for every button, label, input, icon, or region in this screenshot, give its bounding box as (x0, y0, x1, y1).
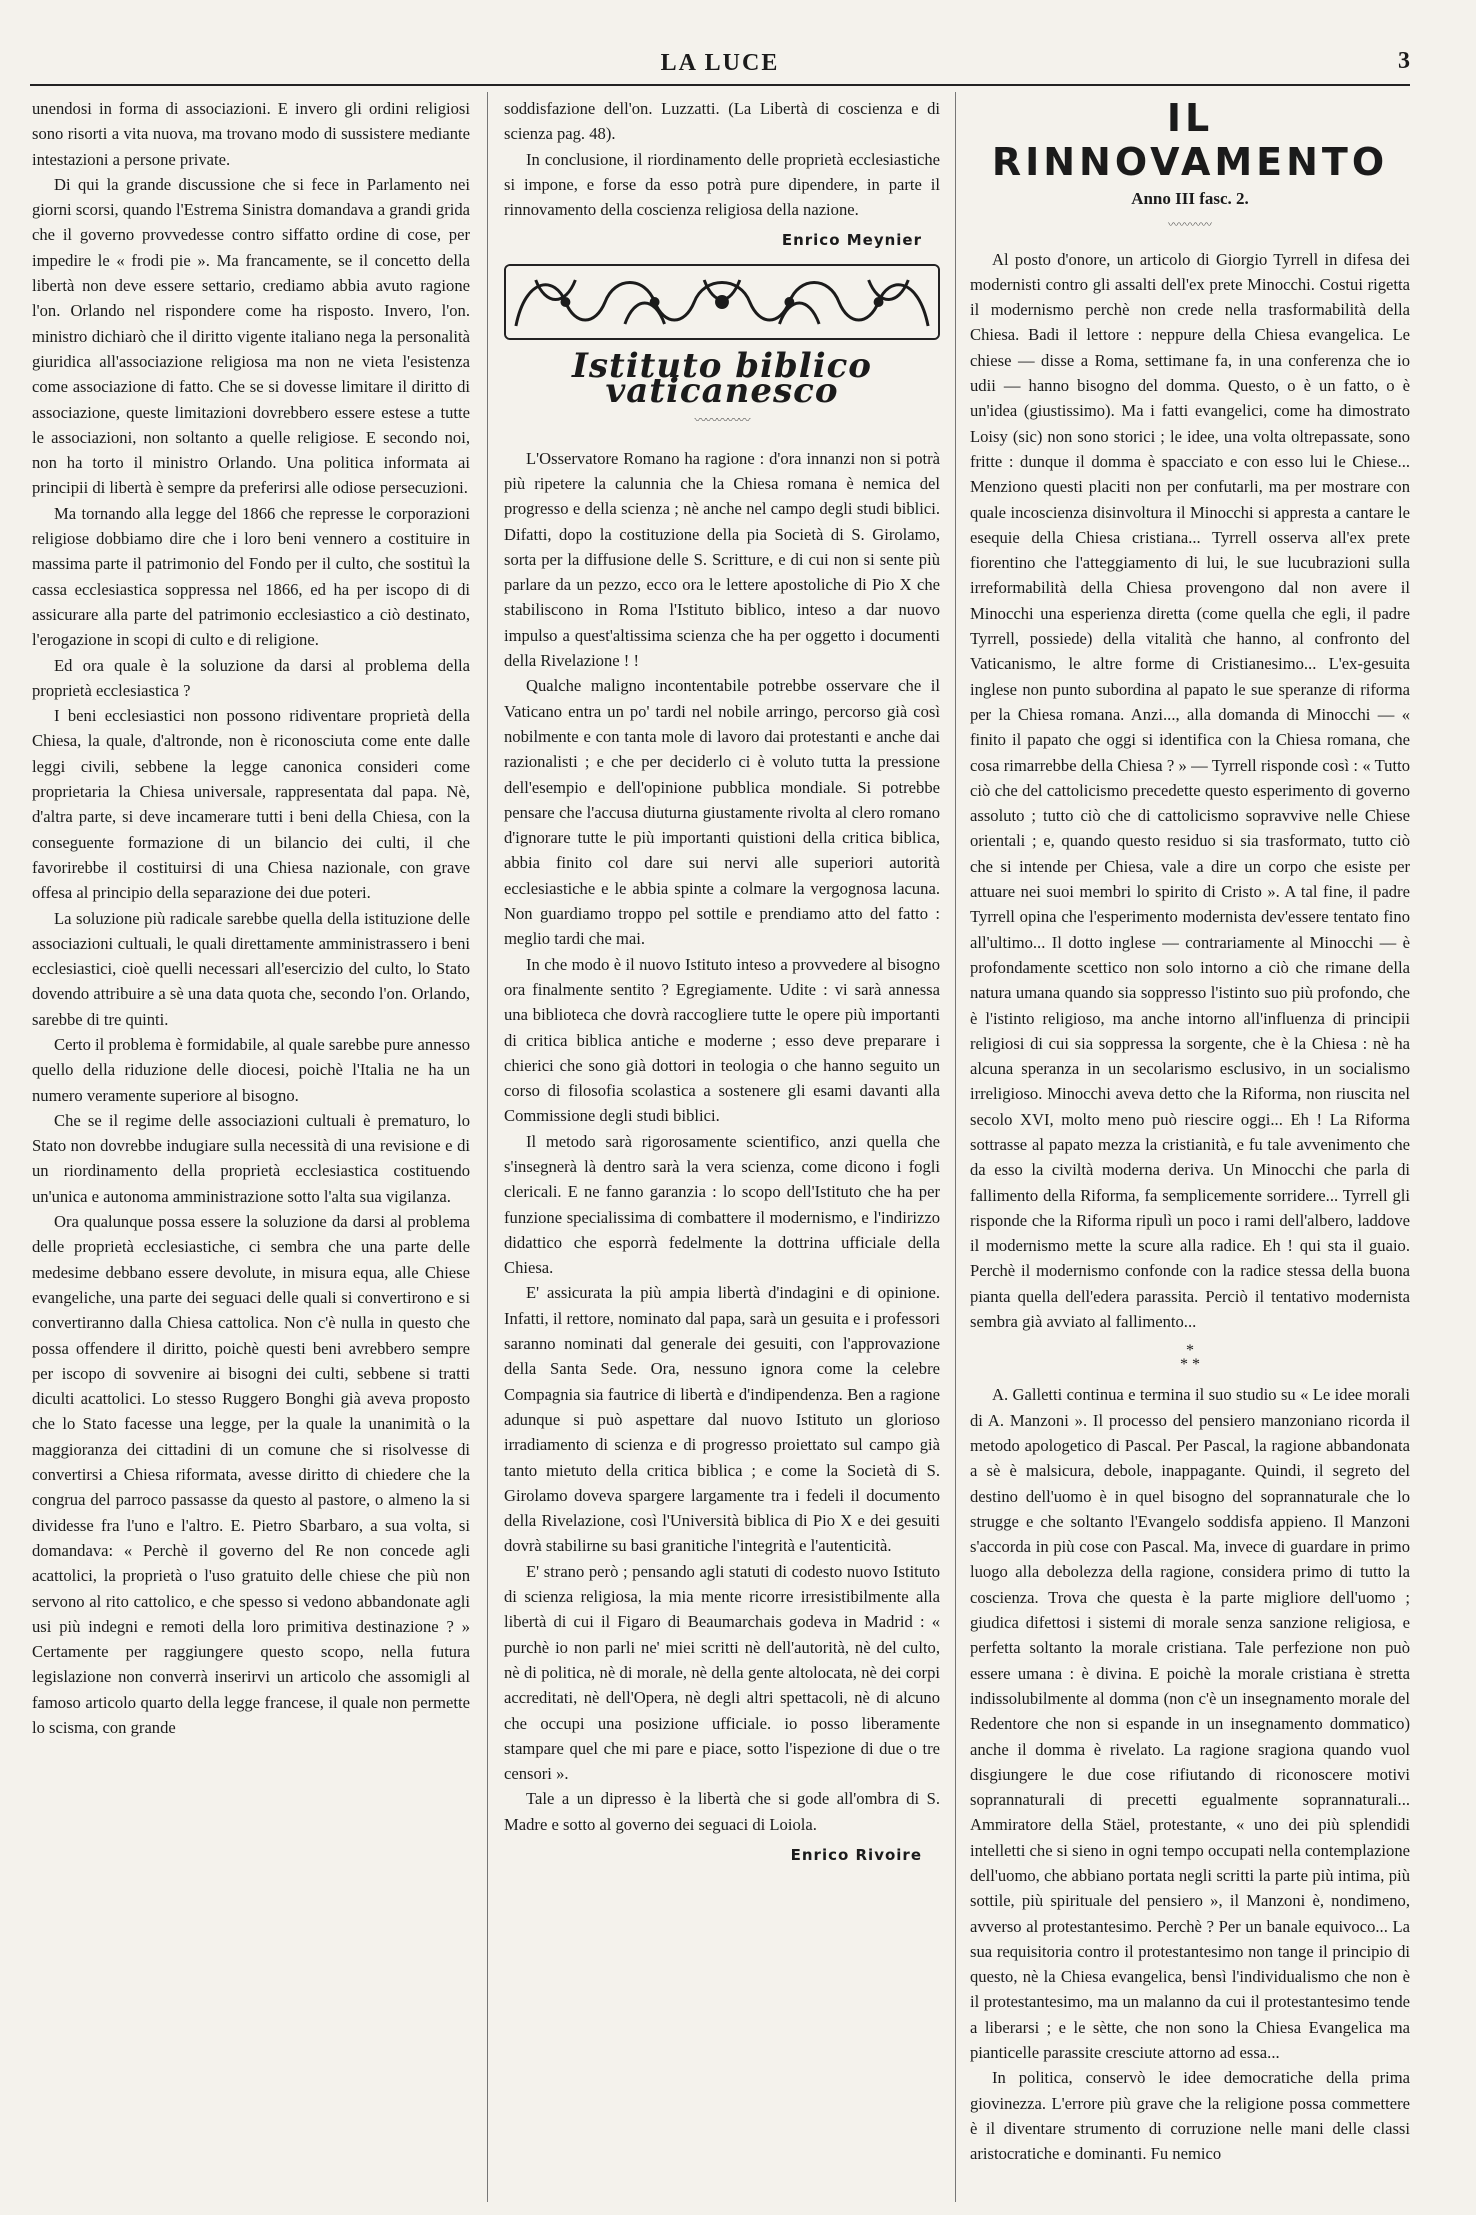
paragraph: La soluzione più radicale sarebbe quella della istituzione delle associazioni cultuali, le quali direttamente amministrassero i beni ecclesiastici, cioè quelli necessari all'esercizio del culto, lo Stato dovendo attribuire a sè una data quota che, secondo l'on. Orlando, sarebbe di tre quinti. (32, 908, 470, 1029)
paragraph: Di qui la grande discussione che si fece in Parlamento nei giorni scorsi, quando l'Estrema Sinistra domandava a grandi grida che il governo provvedesse contro siffatto ordine di cose, per impedire le « frodi pie ». Ma francamente, se il concetto della libertà non deve essere settario, crediamo abbia avuto ragione l'on. Orlando nel rispondere come ha risposto. Invero, l'on. ministro dichiarò che il diritto vigente italiano nega la personalità giuridica all'associazione religiosa ma non ne vieta l'esistenza come associazione di fatto. Che se si dovesse limitare il diritto di associazione, queste limitazioni dovrebbero essere estese a tutte le associazioni, non soltanto a quelle religiose. E secondo noi, non ha torto il ministro Orlando. Una politica informata ai principii di libertà è sempre da preferirsi alle odiose persecuzioni. (32, 174, 470, 498)
author-signature: Enrico Meynier (781, 231, 922, 250)
section-title: Istituto biblico vaticanesco (572, 345, 872, 412)
paragraph: Il metodo sarà rigorosamente scientifico, anzi quella che s'insegnerà là dentro sarà la vera scienza, come dicono i fogli clericali. E ne fanno garanzia : lo scopo dell'Istituto che ha per funzione specialissima di combattere il modernismo, e l'indirizzo didattico che esporrà fedelmente la dottrina ufficiale della Chiesa. (504, 1131, 940, 1278)
paragraph: Ed ora quale è la soluzione da darsi al problema della proprietà ecclesiastica ? (32, 655, 470, 700)
paragraph: In conclusione, il riordinamento delle proprietà ecclesiastiche si impone, e forse da esso potrà pure dipendere, in parte il rinnovamento della coscienza religiosa della nazione. (504, 149, 940, 220)
decorative-ornament (504, 264, 940, 340)
paragraph: Al posto d'onore, un articolo di Giorgio Tyrrell in difesa dei modernisti contro gli assalti dell'ex prete Minocchi. Costui rigetta il modernismo perchè non crede nella trasformabilità della Chiesa. Badi il lettore : neppure della Chiesa evangelica. Le chiese — disse a Roma, settimane fa, in una conferenza che io udii — hanno bisogno del domma. Questo, o è un fatto, o è un'idea (giustissimo). Ma i fatti evangelici, come ha dimostrato Loisy (sic) non sono storici ; le idee, una volta oltrepassate, sono fritte : dunque il domma è spacciato e con esso lui le Chiese... Menziono questi placiti non per confutarli, ma per mostrare con quale incoscienza disinvoltura il Minocchi si appresta a cantare le esequie della Chiesa cristiana... Tyrrell osserva all'ex prete fiorentino che l'atteggiamento di lui, le sue lucubrazioni sulla irreformabilità della Chiesa provengono dal non avere il Minocchi una esperienza diretta (come quella che egli, il padre Tyrrell, possiede) della vitalità che hanno, al confronto del Vaticanismo, le altre forme di Cristianesimo... L'ex-gesuita inglese non punto subordina al papato le sue speranze di riforma per la Chiesa romana. Anzi..., alla domanda di Minocchi — « finito il papato che oggi si identifica con la Chiesa romana, che cosa rimarrebbe della Chiesa ? » — Tyrrell risponde così : « Tutto ciò che del cattolicismo precedette questo esperimento di governo assoluto ; tutto ciò che di cattolicismo sopravvive nelle Chiese orientali ; e, quando questo residuo si sia trasformato, tutto ciò che si intende per Chiesa, vale a dire un corpo che esiste per attuare nei suoi membri lo spirito di Cristo ». A tal fine, il padre Tyrrell opina che l'esperimento modernista dev'essere tentato fino all'ultimo... Il dotto inglese — contrariamente al Minocchi — è profondamente scettico non solo intorno a ciò che rimane della natura umana quando sia soppresso l'istinto suo più profondo, che è l'istinto religioso, ma anche intorno all'influenza di principii religiosi di cui sia soppressa la sorgente, che è la Chiesa : nè ha alcuna speranza in un secolarismo esclusivo, in un socialismo irreligioso. Minocchi aveva detto che la Riforma, non riuscita nel secolo XVI, molto meno può riescire oggi... Eh ! La Riforma sottrasse al papato mezza la cristianità, e fu tale avvenimento che da esso la civiltà moderna deriva. Un Minocchi che parla di fallimento della Riforma, fa semplicemente sorridere... Tyrrell gli risponde che la Riforma ripulì un poco i rami dell'albero, laddove il modernismo mette la scure alla radice. Eh ! qui sta il guaio. Perchè il modernismo confonde con la radice stessa della buona pianta quella dell'edera parassita. Perciò il tentativo modernista sembra già avviato al fallimento... (970, 249, 1410, 1332)
paragraph: Qualche maligno incontentabile potrebbe osservare che il Vaticano entra un po' tardi nel nobile arringo, percorso già così nobilmente e con tanta mole di lavoro dai protestanti e anche dai razionalisti ; e che per deciderlo ci è voluto tutta la pressione dell'esempio e dell'opinione pubblica mondiale. Si potrebbe pensare che l'accusa diuturna giustamente rivolta al clero romano d'ignorare tutte le più importanti quistioni della critica biblica, abbia finito col dare sui nervi alle superiori autorità ecclesiastiche e le abbia spinte a colmare la vergognosa lacuna. Non guardiamo troppo pel sottile e prendiamo atto del fatto : meglio tardi che mai. (504, 676, 940, 949)
newspaper-title: LA LUCE (660, 50, 780, 76)
paragraph: I beni ecclesiastici non possono ridiventare proprietà della Chiesa, la quale, d'altronde, non è riconosciuta come ente dalle leggi civili, sebbene la legge canonica consideri come proprietaria la Chiesa universale, rappresentata dal papa. Nè, d'altra parte, si deve incamerare tutti i beni della Chiesa, con la conseguente formazione di un bilancio dei culti, il che favorirebbe il costituirsi di una Chiesa nazionale, con grave offesa al principio della separazione dei due poteri. (32, 706, 470, 903)
page-header (30, 44, 1410, 86)
column-3 (970, 96, 1410, 2196)
paragraph: soddisfazione dell'on. Luzzatti. (La Libertà di coscienza e di scienza pag. 48). (504, 99, 940, 144)
wavy-divider: 〰〰〰〰〰 (694, 413, 750, 428)
paragraph: E' strano però ; pensando agli statuti di codesto nuovo Istituto di scienza religiosa, la mia mente ricorre irresistibilmente alla libertà di cui il Figaro di Beaumarchais godeva in Madrid : « purchè io non parli ne' miei scritti nè dell'autorità, nè del culto, nè di politica, nè di morale, nè della gente altolocata, nè dei corpi accreditati, nè dell'Opera, nè degli altri spettacoli, nè di alcuno che occupi una posizione ufficiale. io posso liberamente stampare quel che mi pare e piace, sotto l'ispezione di due o tre censori ». (504, 1561, 940, 1784)
paragraph: Che se il regime delle associazioni cultuali è prematuro, lo Stato non dovrebbe indugiare sulla necessità di una revisione e di un riordinamento della proprietà ecclesiastica costituendo un'unica e autonoma amministrazione sotto l'alta sua vigilanza. (32, 1110, 470, 1206)
section-title: IL RINNOVAMENTO (991, 96, 1389, 184)
paragraph: A. Galletti continua e termina il suo studio su « Le idee morali di A. Manzoni ». Il processo del pensiero manzoniano ricorda il metodo apologetico di Pascal. Per Pascal, la ragione abbandonata a sè è malsicura, debole, inappagante. Quindi, il segreto del destino dell'uomo è in quel bisogno del soprannaturale che lo strugge e che soltanto l'Evangelo soddisfa appieno. Il Manzoni s'accorda in più cose con Pascal. Ma, invece di guardare in primo luogo alla debolezza della ragione, considera primo di tutto la coscienza. Trova che questa è la parte migliore dell'uomo ; giudica difettosi i sistemi di morale senza sanzione religiosa, e perfetta soltanto la morale cristiana. Tale perfezione non può essere umana : è divina. E poichè la morale cristiana è stretta indissolubilmente al domma (non c'è un insegnamento morale del Redentore che non si espande in un insegnamento dommatico) anche il domma è rivelato. La ragione sragiona quando vuol disgiungere le due cose rifiutando di riconoscere motivi soprannaturali di precetti egualmente soprannaturali... Ammiratore della Stäel, protestante, « uno dei più splendidi intelletti che si sieno in ogni tempo occupati nella contemplazione dell'uomo, che abbiano portata negli scritti la parte più intima, più sottile, più spirituale del pensiero », il Manzoni è, nondimeno, avverso al protestantesimo. Perchè ? Per un banale equivoco... La sua requisitoria contro il protestantesimo non tange il principio di questo, nè la Chiesa evangelica, bensì l'individualismo che non è il protestantesimo, ma un malanno da cui il protestantesimo tende a liberarsi ; e le sètte, che non sono la Chiesa Evangelica ma pianticelle parassite cresciute attorno ad essa... (970, 1385, 1410, 2063)
paragraph: Certo il problema è formidabile, al quale sarebbe pure annesso quello della riduzione delle diocesi, poichè l'Italia ne ha un numero veramente superiore al bisogno. (32, 1034, 470, 1105)
asterism-divider: * * * (1180, 1342, 1200, 1374)
section-subtitle: Anno III fasc. 2. (1131, 189, 1249, 208)
ornament-icon (506, 266, 938, 338)
paragraph: unendosi in forma di associazioni. E invero gli ordini religiosi sono risorti a vita nuova, ma trovano modo di sussistere mediante intestazioni a persone private. (32, 99, 470, 169)
column-divider (955, 92, 956, 2202)
paragraph: Ora qualunque possa essere la soluzione da darsi al problema delle proprietà ecclesiastiche, ci sembra che una parte delle medesime debbano essere devolute, in misura equa, alle Chiese evangeliche, una parte dei seguaci delle quali si convertirono e si convertiranno dalla Chiesa cattolica. Non c'è nulla in questo che possa offendere il diritto, poichè questi beni avrebbero sempre per iscopo di sovvenire ai bisogni dei culti, sebbene si tratti diculti acattolici. Lo stesso Ruggero Bonghi già aveva proposto che lo Stato facesse una legge, per la quale la unanimità o la maggioranza dei cittadini di un comune che si risolvesse di convertirsi a Chiesa riformata, avesse diritto di chiedere che la congrua del parroco passasse da questo al pastore, o almeno la si dividesse fra l'uno e l'altro. E. Pietro Sbarbaro, a sua volta, si domandava: « Perchè il governo del Re non concede agli acattolici, la proprietà o l'uso gratuito delle chiese che più non servono al rito cattolico, e che spesso si vedono abbandonate agli usi più indegni e remoti della loro primitiva destinazione ? » Certamente per raggiungere questo scopo, nella futura legislazione non converrà inserirvi un articolo che assomigli al famoso articolo quarto della legge francese, il quale non permette lo scisma, con grande (32, 1212, 470, 1737)
paragraph: Tale a un dipresso è la libertà che si gode all'ombra di S. Madre e sotto al governo dei seguaci di Loiola. (504, 1789, 940, 1834)
paragraph: In che modo è il nuovo Istituto inteso a provvedere al bisogno ora finalmente sentito ? Egregiamente. Udite : vi sarà annessa una biblioteca che dovrà raccogliere tutte le opere più importanti di critica biblica antiche e moderne ; esso deve preparare i chierici che sono già dottori in teologia o che hanno seguito un corso di filosofia scolastica a sostenere gli esami davanti alla Commissione degli studi biblici. (504, 954, 940, 1126)
paragraph: In politica, conservò le idee democratiche della prima giovinezza. L'errore più grave che la religione possa commettere è il diventare strumento di corruzione nelle mani delle classi aristocratiche e dominanti. Fu nemico (970, 2068, 1410, 2164)
author-signature: Enrico Rivoire (790, 1846, 922, 1864)
page-number: 3 (1398, 48, 1410, 74)
wavy-divider: 〰〰〰〰 (1168, 219, 1212, 232)
paragraph: L'Osservatore Romano ha ragione : d'ora innanzi non si potrà più ripetere la calunnia che la Chiesa romana è nemica del progresso e della scienza ; nè anche nel campo degli studi biblici. Difatti, dopo la costituzione della pia Società di S. Girolamo, sorta per la diffusione delle S. Scritture, e di cui non si sente più parlare da un pezzo, ecco ora le lettere apostoliche di Pio X che stabiliscono in Roma l'Istituto biblico, inteso a dar nuovo impulso a quest'altissima scienza che ha per oggetto i documenti della Rivelazione ! ! (504, 448, 940, 671)
column-1 (32, 96, 470, 2196)
paragraph: Ma tornando alla legge del 1866 che represse le corporazioni religiose dobbiamo dire che i loro beni vennero a costituire in massima parte il patrimonio del Fondo per il culto, che sostituì la cassa ecclesiastica soppressa nel 1866, ed ha per iscopo di di assicurare alla parte del patrimonio ecclesiastico a ciò destinato, l'erogazione in scopi di culto e di religione. (32, 503, 470, 650)
column-2 (504, 96, 940, 2196)
paragraph: E' assicurata la più ampia libertà d'indagini e di opinione. Infatti, il rettore, nominato dal papa, sarà un gesuita e i professori saranno nominati dal generale dei gesuiti, con l'approvazione della Santa Sede. Ora, nessuno ignora come la celebre Compagnia sia fautrice di libertà e d'indipendenza. Ben a ragione adunque si può aspettare dal nuovo Istituto un glorioso irradiamento di scienza e di progresso proiettato sul campo già tanto mietuto della critica biblica ; e come la Società di S. Girolamo doveva spargere largamente tra i fedeli il documento della Rivelazione, così l'Università biblica di Pio X e dei gesuiti dovrà stabilirne su basi granitiche l'integrità e l'autenticità. (504, 1283, 940, 1556)
column-divider (487, 92, 488, 2202)
